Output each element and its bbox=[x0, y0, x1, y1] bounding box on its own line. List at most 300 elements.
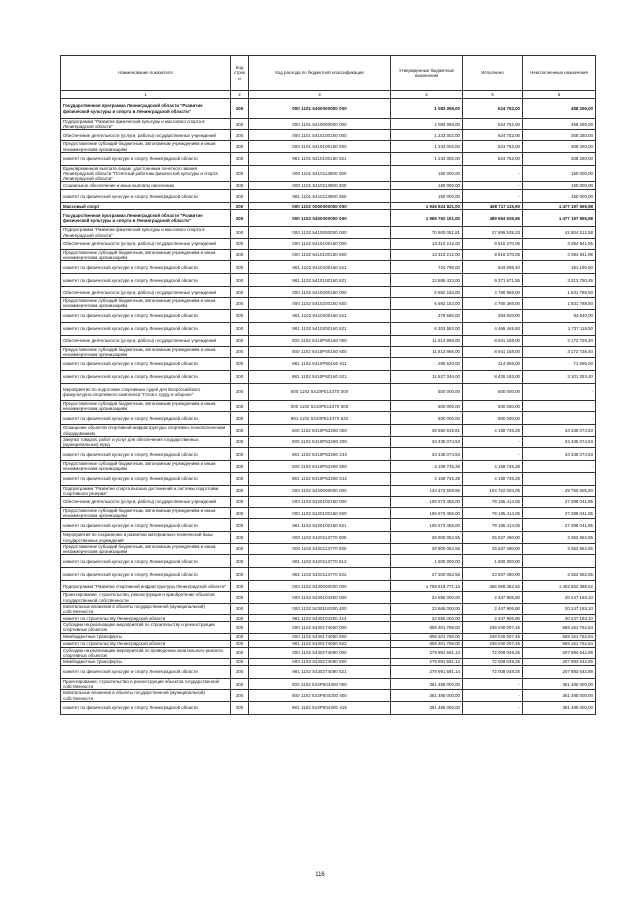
row-remaining: 308 250,00 bbox=[523, 130, 596, 141]
table-row bbox=[61, 448, 596, 461]
row-name: комитет по физической культуре и спорту Ленинградской области bbox=[61, 358, 231, 371]
table-row bbox=[61, 203, 596, 210]
row-line-code: 200 bbox=[231, 633, 249, 640]
column-number: 1 bbox=[61, 91, 231, 99]
row-remaining: 20 247 193,10 bbox=[523, 615, 596, 622]
row-line-code: 200 bbox=[231, 678, 249, 689]
row-remaining: 150 000,00 bbox=[523, 182, 596, 190]
row-approved: 279 991 691,14 bbox=[391, 647, 463, 658]
row-expense-code: 000 1102 5430104300 000 bbox=[249, 592, 391, 603]
row-executed: 624 752,00 bbox=[463, 152, 523, 165]
row-remaining: 1 477 197 695,98 bbox=[523, 210, 596, 227]
row-line-code: 200 bbox=[231, 274, 249, 287]
row-name: комитет по физической культуре и спорту Ленинградской области bbox=[61, 665, 231, 678]
row-approved: 500 000,00 bbox=[391, 384, 463, 401]
row-expense-code: 981 1101 5410113900 350 bbox=[249, 190, 391, 203]
row-approved: 150 000,00 bbox=[391, 165, 463, 182]
row-remaining: 3 362 562,55 bbox=[523, 543, 596, 554]
row-executed: 4 466 445,50 bbox=[463, 322, 523, 335]
row-expense-code: 000 1102 543P504300 400 bbox=[249, 690, 391, 701]
row-line-code: 200 bbox=[231, 615, 249, 622]
row-executed: 79 185 414,05 bbox=[463, 519, 523, 532]
row-executed: 72 008 048,25 bbox=[463, 647, 523, 658]
row-line-code: 200 bbox=[231, 287, 249, 298]
row-remaining: 3 101 053,40 bbox=[523, 371, 596, 384]
row-approved: 724 790,00 bbox=[391, 261, 463, 274]
row-line-code: 200 bbox=[231, 647, 249, 658]
header-row bbox=[61, 56, 596, 91]
row-line-code: 200 bbox=[231, 543, 249, 554]
row-executed: - bbox=[463, 165, 523, 182]
row-name: Мероприятия по сохранению и развитию материально-технической базы государственных учреждений bbox=[61, 532, 231, 543]
row-name: Субсидии на реализацию мероприятий по строительству и реконструкции спортивных объектов bbox=[61, 622, 231, 633]
row-name: Обеспечение деятельности (услуги, работы) государственных учреждений bbox=[61, 130, 231, 141]
row-remaining: 1 402 552 388,62 bbox=[523, 581, 596, 592]
row-name: Предоставление субсидий бюджетным, автономным учреждениям и иным некоммерческим организациям bbox=[61, 249, 231, 260]
row-remaining: - bbox=[523, 412, 596, 425]
row-line-code: 200 bbox=[231, 358, 249, 371]
row-executed: 239 040 007,46 bbox=[463, 633, 523, 640]
row-remaining: 181 190,60 bbox=[523, 261, 596, 274]
row-approved: 22 665 000,00 bbox=[391, 615, 463, 622]
row-expense-code: 981 1102 5410P52280 244 bbox=[249, 448, 391, 461]
row-line-code: 200 bbox=[231, 298, 249, 309]
header-expense-code: Код расхода по бюджетной классификации bbox=[249, 56, 391, 91]
row-approved: 134 473 609,66 bbox=[391, 485, 463, 496]
row-approved: 4 159 745,28 bbox=[391, 461, 463, 472]
row-approved: 150 000,00 bbox=[391, 182, 463, 190]
row-line-code: 200 bbox=[231, 227, 249, 238]
row-approved: 279 991 691,14 bbox=[391, 658, 463, 665]
row-name: Обеспечение деятельности (услуги, работы) государственных учреждений bbox=[61, 287, 231, 298]
row-executed: - bbox=[463, 701, 523, 714]
table-row bbox=[61, 568, 596, 581]
row-expense-code: 000 1102 5430274080 000 bbox=[249, 647, 391, 658]
row-line-code: 200 bbox=[231, 472, 249, 485]
table-row bbox=[61, 603, 596, 614]
row-line-code: 200 bbox=[231, 532, 249, 543]
row-approved: 361 485 000,00 bbox=[391, 690, 463, 701]
row-remaining: 458 256,00 bbox=[523, 99, 596, 119]
row-approved: 28 900 052,55 bbox=[391, 543, 463, 554]
row-expense-code: 000 1101 5410113900 300 bbox=[249, 182, 391, 190]
row-name: комитет по физической культуре и спорту Ленинградской области bbox=[61, 309, 231, 322]
row-line-code: 200 bbox=[231, 119, 249, 130]
row-executed: - bbox=[463, 190, 523, 203]
page-number: 116 bbox=[315, 872, 325, 878]
row-remaining: - bbox=[523, 555, 596, 568]
row-name: Предоставление субсидий бюджетным, автономным учреждениям и иным некоммерческим организациям bbox=[61, 346, 231, 357]
row-expense-code: 000 1102 5420100160 000 bbox=[249, 497, 391, 508]
row-remaining: 361 485 000,00 bbox=[523, 690, 596, 701]
table-row bbox=[61, 335, 596, 346]
row-name: Предоставление субсидий бюджетным, автономным учреждениям и иным некоммерческим организациям bbox=[61, 461, 231, 472]
row-name: Предоставление субсидий бюджетным, автономным учреждениям и иным некоммерческим организациям bbox=[61, 508, 231, 519]
row-line-code: 200 bbox=[231, 141, 249, 152]
row-approved: 106 573 455,00 bbox=[391, 497, 463, 508]
table-row bbox=[61, 461, 596, 472]
row-executed: 543 599,40 bbox=[463, 261, 523, 274]
row-expense-code: 000 1102 5420113770 000 bbox=[249, 532, 391, 543]
row-executed: - bbox=[463, 690, 523, 701]
row-executed: 500 000,00 bbox=[463, 401, 523, 412]
row-line-code: 200 bbox=[231, 238, 249, 249]
row-remaining: 458 256,00 bbox=[523, 119, 596, 130]
row-line-code: 200 bbox=[231, 448, 249, 461]
row-approved: 808 201 788,00 bbox=[391, 622, 463, 633]
row-line-code: 200 bbox=[231, 555, 249, 568]
row-executed: 8 641 158,00 bbox=[463, 335, 523, 346]
row-approved: 808 201 788,00 bbox=[391, 640, 463, 647]
row-expense-code: 000 1102 5410200160 000 bbox=[249, 287, 391, 298]
row-expense-code: 981 1102 5410100160 611 bbox=[249, 261, 391, 274]
row-remaining: 207 983 642,89 bbox=[523, 647, 596, 658]
row-name: комитет по физической культуре и спорту Ленинградской области bbox=[61, 448, 231, 461]
row-expense-code: 000 1101 5410000000 000 bbox=[249, 119, 391, 130]
row-executed: 4 780 956,00 bbox=[463, 287, 523, 298]
row-approved: 22 665 000,00 bbox=[391, 603, 463, 614]
row-remaining: 20 247 193,10 bbox=[523, 592, 596, 603]
row-approved: 27 300 052,55 bbox=[391, 568, 463, 581]
row-name: Подпрограмма "Развитие физической культуры и массового спорта в Ленинградской области" bbox=[61, 119, 231, 130]
table-row bbox=[61, 227, 596, 238]
row-name: Государственная программа Ленинградской области "Развитие физической культуры и спорта в Ленинградской области" bbox=[61, 99, 231, 119]
row-name: Проектирование, строительство и реконструкция объектов государственной собственности bbox=[61, 678, 231, 689]
row-name: комитет по физической культуре и спорту Ленинградской области bbox=[61, 412, 231, 425]
row-approved: 378 580,00 bbox=[391, 309, 463, 322]
row-name: Предоставление субсидий бюджетным, автономным учреждениям и иным некоммерческим организациям bbox=[61, 298, 231, 309]
table-row bbox=[61, 165, 596, 182]
row-approved: 11 813 886,00 bbox=[391, 346, 463, 357]
table-row bbox=[61, 182, 596, 190]
row-executed: 8 641 158,00 bbox=[463, 346, 523, 357]
row-remaining: 1 477 197 695,98 bbox=[523, 203, 596, 210]
row-name: Предоставление субсидий бюджетным, автономным учреждениям и иным некоммерческим организациям bbox=[61, 141, 231, 152]
header-indicator-name: Наименование показателя bbox=[61, 56, 231, 91]
row-expense-code: 000 1102 5410P52280 200 bbox=[249, 436, 391, 447]
row-line-code: 200 bbox=[231, 640, 249, 647]
table-row bbox=[61, 287, 596, 298]
header-line-code: Код строк и bbox=[231, 56, 249, 91]
row-expense-code: 000 1102 5410100160 600 bbox=[249, 249, 391, 260]
row-expense-code: 981 1102 5430104300 414 bbox=[249, 615, 391, 622]
row-expense-code: 000 1102 5410P52280 600 bbox=[249, 461, 391, 472]
row-line-code: 200 bbox=[231, 335, 249, 346]
row-name: Социальное обеспечение и иные выплаты населению bbox=[61, 182, 231, 190]
table-row bbox=[61, 190, 596, 203]
row-approved: 11 527 346,00 bbox=[391, 371, 463, 384]
row-expense-code: 981 1102 5410P514370 622 bbox=[249, 412, 391, 425]
row-name: Капитальные вложения в объекты государственной (муниципальной) собственности bbox=[61, 690, 231, 701]
row-name: комитет по строительству Ленинградской области bbox=[61, 615, 231, 622]
row-line-code: 200 bbox=[231, 249, 249, 260]
row-remaining: 42 804 512,58 bbox=[523, 227, 596, 238]
table-row bbox=[61, 346, 596, 357]
row-executed: 2 447 806,90 bbox=[463, 592, 523, 603]
row-line-code: 200 bbox=[231, 130, 249, 141]
row-name: Оснащение объектов спортивной инфраструктуры спортивно-технологическим оборудованием bbox=[61, 425, 231, 436]
row-name: комитет по физической культуре и спорту Ленинградской области bbox=[61, 322, 231, 335]
row-expense-code: 981 1102 543P504300 415 bbox=[249, 701, 391, 714]
row-executed: 239 040 007,46 bbox=[463, 640, 523, 647]
row-remaining: 150 000,00 bbox=[523, 190, 596, 203]
row-expense-code: 000 1102 5420100160 600 bbox=[249, 508, 391, 519]
row-executed: 214 965,00 bbox=[463, 358, 523, 371]
row-remaining: 3 362 562,55 bbox=[523, 532, 596, 543]
row-remaining: 34 435 074,53 bbox=[523, 425, 596, 436]
row-name: комитет по строительству Ленинградской области bbox=[61, 640, 231, 647]
row-executed: 4 159 745,28 bbox=[463, 425, 523, 436]
table-row bbox=[61, 581, 596, 592]
row-approved: 1 083 058,00 bbox=[391, 99, 463, 119]
row-executed: 9 915 270,05 bbox=[463, 238, 523, 249]
row-approved: 12 585 422,00 bbox=[391, 274, 463, 287]
row-expense-code: 981 1102 5410P60160 611 bbox=[249, 358, 391, 371]
row-approved: 1 233 002,00 bbox=[391, 130, 463, 141]
row-expense-code: 000 1101 5410113900 000 bbox=[249, 165, 391, 182]
row-name: комитет по физической культуре и спорту Ленинградской области bbox=[61, 472, 231, 485]
column-number: 3 bbox=[249, 91, 391, 99]
row-remaining: 34 435 074,53 bbox=[523, 436, 596, 447]
row-approved: 500 000,00 bbox=[391, 412, 463, 425]
row-approved: 1 233 002,00 bbox=[391, 152, 463, 165]
row-executed: 79 185 414,05 bbox=[463, 508, 523, 519]
table-row bbox=[61, 532, 596, 543]
row-remaining: 34 435 074,53 bbox=[523, 448, 596, 461]
table-row bbox=[61, 555, 596, 568]
row-remaining: 20 247 193,10 bbox=[523, 603, 596, 614]
table-row bbox=[61, 690, 596, 701]
row-remaining: - bbox=[523, 461, 596, 472]
row-expense-code: 000 1102 5410P60160 600 bbox=[249, 346, 391, 357]
row-remaining: 3 213 750,45 bbox=[523, 274, 596, 287]
row-expense-code: 000 1102 5400000000 000 bbox=[249, 210, 391, 227]
row-expense-code: 000 1101 5410100160 600 bbox=[249, 141, 391, 152]
row-executed: 9 371 671,55 bbox=[463, 274, 523, 287]
row-executed: 2 447 806,90 bbox=[463, 603, 523, 614]
row-executed: 1 600 000,00 bbox=[463, 555, 523, 568]
row-line-code: 200 bbox=[231, 322, 249, 335]
row-expense-code: 000 1102 5430274080 500 bbox=[249, 658, 391, 665]
row-line-code: 200 bbox=[231, 581, 249, 592]
row-line-code: 200 bbox=[231, 182, 249, 190]
row-executed: 8 426 193,00 bbox=[463, 371, 523, 384]
row-expense-code: 981 1102 5410200160 621 bbox=[249, 322, 391, 335]
table-row bbox=[61, 615, 596, 622]
row-name: Массовый спорт bbox=[61, 203, 231, 210]
table-row bbox=[61, 665, 596, 678]
row-approved: 70 600 051,81 bbox=[391, 227, 463, 238]
row-name: комитет по физической культуре и спорту Ленинградской области bbox=[61, 519, 231, 532]
row-name: Обеспечение деятельности (услуги, работы) государственных учреждений bbox=[61, 335, 231, 346]
row-approved: 1 759 518 771,14 bbox=[391, 581, 463, 592]
row-approved: 1 966 792 101,00 bbox=[391, 210, 463, 227]
table-row bbox=[61, 508, 596, 519]
table-row bbox=[61, 371, 596, 384]
row-expense-code: 000 1102 0000000000 000 bbox=[249, 203, 391, 210]
row-line-code: 200 bbox=[231, 436, 249, 447]
row-executed: - bbox=[463, 448, 523, 461]
row-name: Мероприятия по подготовке спортивных судей для Всероссийского физкультурно-спортивного комплекса "Готов к труду и обороне" bbox=[61, 384, 231, 401]
table-row bbox=[61, 238, 596, 249]
row-executed: 72 008 048,25 bbox=[463, 658, 523, 665]
row-line-code: 200 bbox=[231, 152, 249, 165]
row-line-code: 200 bbox=[231, 261, 249, 274]
row-name: комитет по физической культуре и спорту Ленинградской области bbox=[61, 371, 231, 384]
row-line-code: 200 bbox=[231, 190, 249, 203]
row-executed: - bbox=[463, 182, 523, 190]
row-expense-code: 000 1102 5430104300 400 bbox=[249, 603, 391, 614]
column-number: 4 bbox=[391, 91, 463, 99]
row-expense-code: 000 1102 5410P60160 000 bbox=[249, 335, 391, 346]
table-row bbox=[61, 436, 596, 447]
row-line-code: 200 bbox=[231, 701, 249, 714]
row-expense-code: 981 1102 5420113770 622 bbox=[249, 568, 391, 581]
row-name: Проектирование, строительство, реконструкция и приобретение объектов государственной собственности bbox=[61, 592, 231, 603]
row-approved: 4 159 745,28 bbox=[391, 472, 463, 485]
row-name: Подпрограмма "Развитие физической культуры и массового спорта в Ленинградской области" bbox=[61, 227, 231, 238]
row-line-code: 200 bbox=[231, 497, 249, 508]
report-sheet bbox=[60, 55, 595, 715]
table-row bbox=[61, 678, 596, 689]
table-row bbox=[61, 401, 596, 412]
row-executed: 2 447 806,90 bbox=[463, 615, 523, 622]
row-name: комитет по физической культуре и спорту Ленинградской области bbox=[61, 190, 231, 203]
row-approved: 38 590 819,81 bbox=[391, 425, 463, 436]
table-row bbox=[61, 99, 596, 119]
row-line-code: 200 bbox=[231, 603, 249, 614]
row-approved: 28 900 052,55 bbox=[391, 532, 463, 543]
row-expense-code: 000 1102 543P504300 000 bbox=[249, 678, 391, 689]
row-remaining: 27 388 041,95 bbox=[523, 508, 596, 519]
table-row bbox=[61, 309, 596, 322]
row-remaining: 3 394 941,95 bbox=[523, 238, 596, 249]
row-remaining: 569 161 752,54 bbox=[523, 633, 596, 640]
row-name: Межбюджетные трансферты bbox=[61, 658, 231, 665]
row-remaining: 361 485 000,00 bbox=[523, 678, 596, 689]
row-expense-code: 000 1102 5410P514370 600 bbox=[249, 401, 391, 412]
column-number-row bbox=[61, 91, 596, 99]
row-line-code: 200 bbox=[231, 309, 249, 322]
row-remaining: 29 750 605,60 bbox=[523, 485, 596, 496]
row-line-code: 200 bbox=[231, 568, 249, 581]
table-row bbox=[61, 412, 596, 425]
row-expense-code: 981 1102 5430274080 521 bbox=[249, 665, 391, 678]
row-remaining: 569 161 752,54 bbox=[523, 622, 596, 633]
row-expense-code: 000 1102 5430174050 500 bbox=[249, 633, 391, 640]
row-expense-code: 000 1102 5410200160 600 bbox=[249, 298, 391, 309]
row-line-code: 200 bbox=[231, 425, 249, 436]
row-expense-code: 000 1102 5410P52280 000 bbox=[249, 425, 391, 436]
row-line-code: 200 bbox=[231, 371, 249, 384]
row-executed: 4 760 366,00 bbox=[463, 298, 523, 309]
row-approved: 1 083 058,00 bbox=[391, 119, 463, 130]
table-row bbox=[61, 519, 596, 532]
row-approved: 500 000,00 bbox=[391, 401, 463, 412]
table-body bbox=[61, 99, 596, 715]
row-line-code: 200 bbox=[231, 412, 249, 425]
row-remaining: 71 595,00 bbox=[523, 358, 596, 371]
row-approved: 13 310 212,00 bbox=[391, 249, 463, 260]
row-approved: 1 945 924 821,00 bbox=[391, 203, 463, 210]
row-expense-code: 981 1102 5410100160 621 bbox=[249, 274, 391, 287]
row-name: Межбюджетные трансферты bbox=[61, 633, 231, 640]
row-name: комитет по физической культуре и спорту Ленинградской области bbox=[61, 261, 231, 274]
header-executed: Исполнено bbox=[463, 56, 523, 91]
row-executed: 104 722 004,05 bbox=[463, 485, 523, 496]
row-remaining: 569 161 752,54 bbox=[523, 640, 596, 647]
row-remaining: 3 362 562,55 bbox=[523, 568, 596, 581]
row-line-code: 200 bbox=[231, 690, 249, 701]
row-executed: 25 537 490,00 bbox=[463, 532, 523, 543]
row-executed: 624 752,00 bbox=[463, 141, 523, 152]
row-line-code: 200 bbox=[231, 592, 249, 603]
table-row bbox=[61, 633, 596, 640]
row-line-code: 200 bbox=[231, 485, 249, 496]
row-remaining: - bbox=[523, 472, 596, 485]
table-row bbox=[61, 141, 596, 152]
row-remaining: 27 388 041,95 bbox=[523, 519, 596, 532]
row-line-code: 200 bbox=[231, 665, 249, 678]
row-expense-code: 000 1102 5420000000 000 bbox=[249, 485, 391, 496]
row-executed: 79 185 414,05 bbox=[463, 497, 523, 508]
row-line-code: 200 bbox=[231, 384, 249, 401]
row-name: Капитальные вложения в объекты государственной (муниципальной) собственности bbox=[61, 603, 231, 614]
row-executed: 4 159 745,28 bbox=[463, 472, 523, 485]
row-executed: 489 594 535,96 bbox=[463, 210, 523, 227]
row-line-code: 200 bbox=[231, 203, 249, 210]
row-name: Предоставление субсидий бюджетным, автономным учреждениям и иным некоммерческим организациям bbox=[61, 543, 231, 554]
table-row bbox=[61, 472, 596, 485]
row-approved: 279 991 691,14 bbox=[391, 665, 463, 678]
row-line-code: 200 bbox=[231, 461, 249, 472]
row-approved: 6 592 153,00 bbox=[391, 287, 463, 298]
row-remaining: - bbox=[523, 384, 596, 401]
row-name: Подпрограмма "Развитие спортивной инфраструктуры Ленинградской области" bbox=[61, 581, 231, 592]
row-remaining: 27 388 041,95 bbox=[523, 497, 596, 508]
header-remaining: Неисполненные назначения bbox=[523, 56, 596, 91]
row-approved: 6 203 563,00 bbox=[391, 322, 463, 335]
table-row bbox=[61, 298, 596, 309]
table-row bbox=[61, 647, 596, 658]
table-row bbox=[61, 640, 596, 647]
row-expense-code: 000 1101 5400000000 000 bbox=[249, 99, 391, 119]
row-approved: 22 665 000,00 bbox=[391, 592, 463, 603]
row-expense-code: 000 1102 5430000000 000 bbox=[249, 581, 391, 592]
row-line-code: 200 bbox=[231, 210, 249, 227]
row-remaining: 308 250,00 bbox=[523, 141, 596, 152]
row-approved: 34 435 074,53 bbox=[391, 448, 463, 461]
row-approved: 361 485 000,00 bbox=[391, 678, 463, 689]
row-executed: 27 695 539,23 bbox=[463, 227, 523, 238]
row-remaining: 308 250,00 bbox=[523, 152, 596, 165]
row-executed: 500 000,00 bbox=[463, 384, 523, 401]
column-number: 2 bbox=[231, 91, 249, 99]
row-name: Государственная программа Ленинградской области "Развитие физической культуры и спорта в Ленинградской области" bbox=[61, 210, 231, 227]
row-expense-code: 000 1101 5410100160 000 bbox=[249, 130, 391, 141]
table-row bbox=[61, 119, 596, 130]
row-approved: 808 201 788,00 bbox=[391, 633, 463, 640]
row-approved: 106 573 455,00 bbox=[391, 519, 463, 532]
row-remaining: - bbox=[523, 401, 596, 412]
row-line-code: 200 bbox=[231, 519, 249, 532]
row-remaining: 3 172 726,40 bbox=[523, 335, 596, 346]
row-approved: 13 310 212,00 bbox=[391, 238, 463, 249]
row-approved: 361 485 000,00 bbox=[391, 701, 463, 714]
row-expense-code: 981 1102 5430174050 522 bbox=[249, 640, 391, 647]
row-expense-code: 981 1102 5410P60160 621 bbox=[249, 371, 391, 384]
table-row bbox=[61, 701, 596, 714]
